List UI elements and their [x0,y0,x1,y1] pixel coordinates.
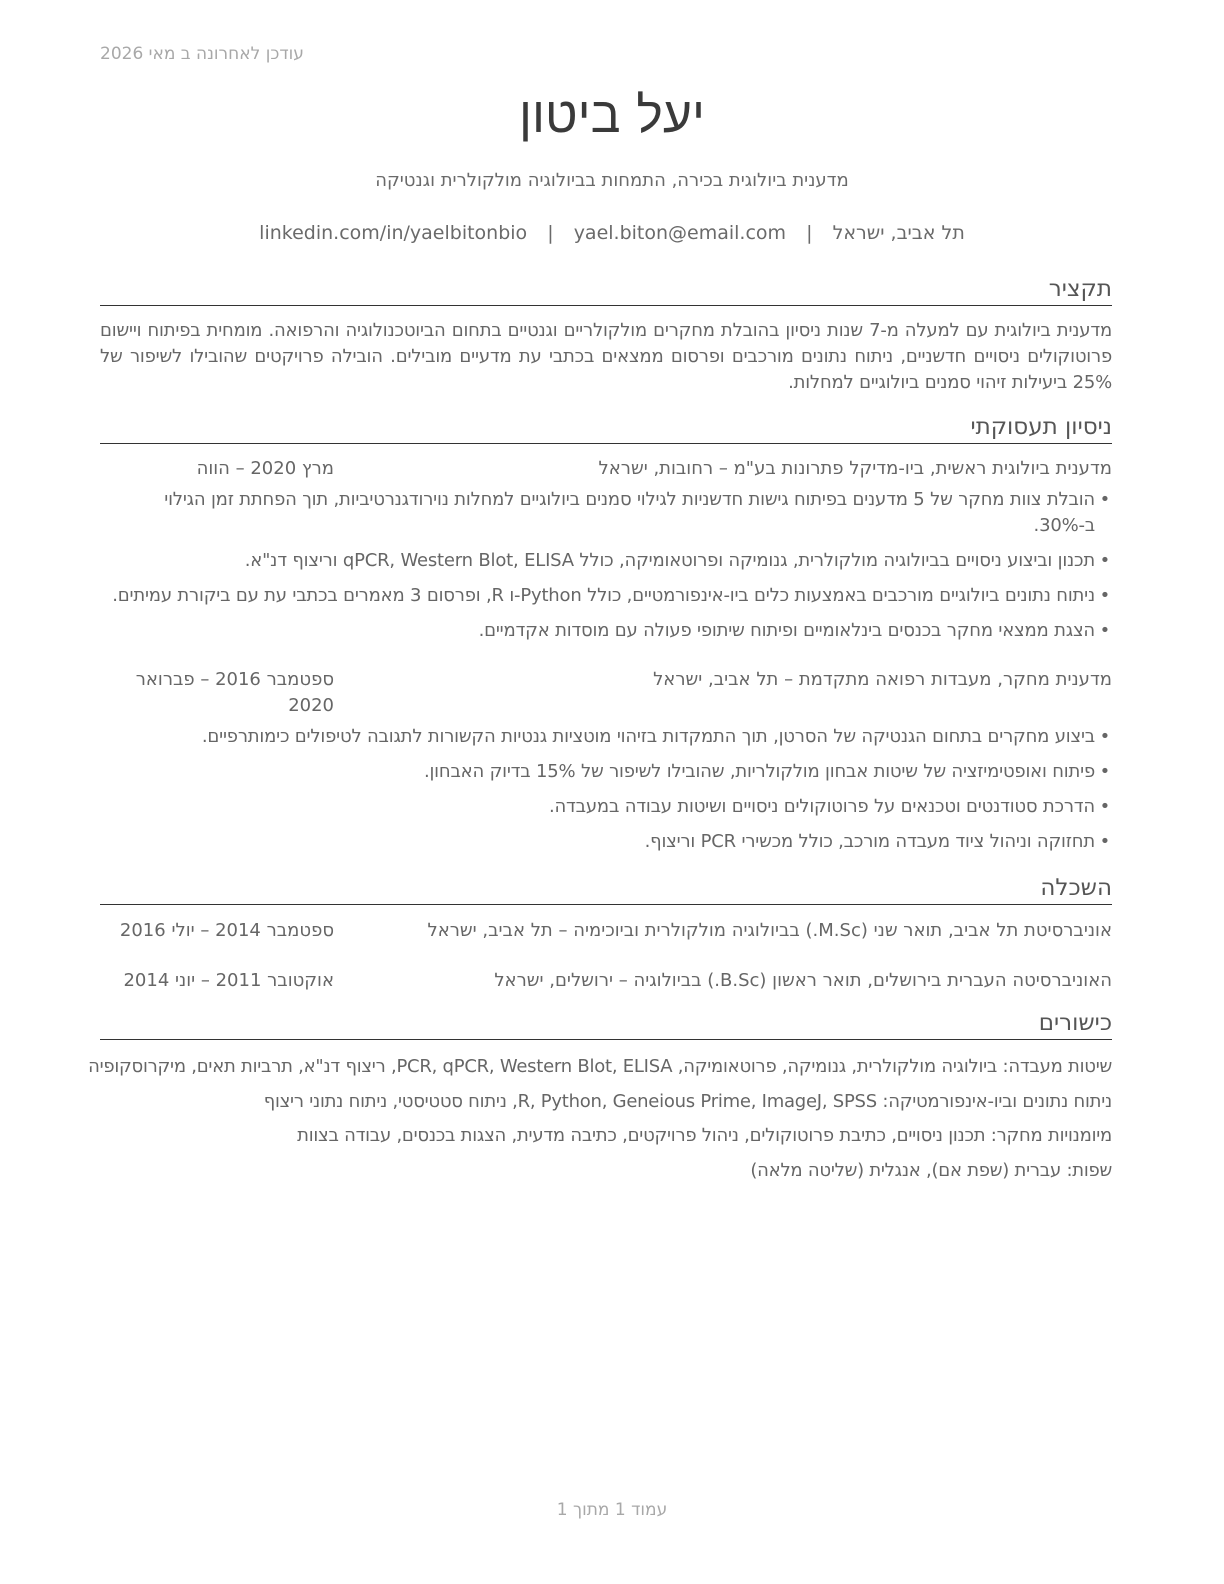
section-title-skills: כישורים [100,1008,1112,1040]
list-item [100,829,1112,855]
list-item [100,583,1112,609]
contact-location: תל אביב, ישראל [832,222,965,244]
bullet-icon: • [1099,489,1110,510]
contact-separator: | [806,222,813,244]
skill-line-languages: שפות: עברית (שפת אם), אנגלית (שליטה מלאה) [750,1159,1112,1181]
bullet-text: הובלת צוות מחקר של 5 מדענים בפיתוח גישות חדשניות לגילוי סמנים ביולוגיים למחלות נוירודגנרטיביות, תוך הפחתת זמן הגילוי ב-30%. [164,489,1095,536]
bullet-text: תכנון וביצוע ניסויים בביולוגיה מולקולרית, גנומיקה ופרוטאומיקה, כולל qPCR, Western Blot, ELISA וריצוף דנ"א. [244,550,1095,571]
bullet-text: תחזוקה וניהול ציוד מעבדה מורכב, כולל מכשירי PCR וריצוף. [644,831,1095,852]
education-institution: האוניברסיטה העברית בירושלים, תואר ראשון (B.Sc.) בביולוגיה – ירושלים, ישראל [494,970,1112,991]
contact-email[interactable]: yael.biton@email.com [573,222,787,244]
job-bullets [100,487,1112,653]
bullet-icon: • [1099,726,1110,747]
job-role: מדענית מחקר, מעבדות רפואה מתקדמת – תל אביב, ישראל [653,669,1112,690]
bullet-text: ביצוע מחקרים בתחום הגנטיקה של הסרטן, תוך התמקדות בזיהוי מוטציות גנטיות הקשורות לתגובה לטיפולים כימותרפיים. [201,726,1095,747]
section-title-education: השכלה [100,873,1112,905]
job-dates: מרץ 2020 – הווה [196,458,334,479]
professional-title: מדענית ביולוגית בכירה, התמחות בביולוגיה מולקולרית וגנטיקה [375,170,849,191]
bullet-text: הצגת ממצאי מחקר בכנסים בינלאומיים ופיתוח שיתופי פעולה עם מוסדות אקדמיים. [478,620,1095,641]
skill-line-lab-methods: שיטות מעבדה: ביולוגיה מולקולרית, גנומיקה, פרוטאומיקה, PCR, qPCR, Western Blot, ELISA, ריצוף דנ"א, תרביות תאים, מיקרוסקופיה [88,1056,1112,1077]
education-dates: ספטמבר 2014 – יולי 2016 [119,920,334,941]
summary-text: מדענית ביולוגית עם למעלה מ-7 שנות ניסיון בהובלת מחקרים מולקולריים וגנטיים בתחום הביוטכנולוגיה והרפואה. מומחית בפיתוח ויישום פרוטוקולים ניסויים חדשניים, ניתוח נתונים מורכבים ופרסום ממצאים בכתבי עת מדעיים מובילים. הובילה פרויקטים שהובילו לשיפור של 25% ביעילות זיהוי סמנים ביולוגיים למחלות. [100,320,1112,393]
education-dates: אוקטובר 2011 – יוני 2014 [123,970,334,991]
job-dates: ספטמבר 2016 – פברואר 2020 [135,669,334,716]
bullet-icon: • [1099,620,1110,641]
section-title-experience: ניסיון תעסוקתי [100,412,1112,444]
bullet-icon: • [1099,761,1110,782]
bullet-icon: • [1099,796,1110,817]
bullet-icon: • [1099,550,1110,571]
section-title-summary: תקציר [100,274,1112,306]
list-item [100,548,1112,574]
education-institution: אוניברסיטת תל אביב, תואר שני (M.Sc.) בביולוגיה מולקולרית וביוכימיה – תל אביב, ישראל [427,920,1112,941]
list-item [100,724,1112,750]
bullet-text: פיתוח ואופטימיזציה של שיטות אבחון מולקולריות, שהובילו לשיפור של 15% בדיוק האבחון. [423,761,1095,782]
contact-linkedin[interactable]: linkedin.com/in/yaelbitonbio [259,222,528,244]
contact-line [0,222,1224,244]
list-item [100,618,1112,644]
list-item [100,794,1112,820]
candidate-name: יעל ביטון [519,86,705,144]
list-item [100,487,1112,539]
bullet-text: הדרכת סטודנטים וטכנאים על פרוטוקולים ניסויים ושיטות עבודה במעבדה. [548,796,1095,817]
job-bullets [100,724,1112,864]
skills-list [88,1054,1112,1192]
bullet-icon: • [1099,585,1110,606]
bullet-icon: • [1099,831,1110,852]
skill-line-data-analysis: ניתוח נתונים וביו-אינפורמטיקה: R, Python, Geneious Prime, ImageJ, SPSS, ניתוח סטטיסטי, ניתוח נתוני ריצוף [263,1090,1112,1112]
last-updated-note: עודכן לאחרונה ב מאי 2026 [100,44,304,64]
contact-separator: | [547,222,554,244]
job-role: מדענית ביולוגית ראשית, ביו-מדיקל פתרונות בע"מ – רחובות, ישראל [598,458,1112,479]
skill-line-research: מיומנויות מחקר: תכנון ניסויים, כתיבת פרוטוקולים, ניהול פרויקטים, כתיבה מדעית, הצגות בכנסים, עבודה בצוות [297,1125,1112,1147]
bullet-text: ניתוח נתונים ביולוגיים מורכבים באמצעות כלים ביו-אינפורמטיים, כולל Python-ו R, ופרסום 3 מאמרים בכתבי עת עם ביקורת עמיתים. [112,585,1095,606]
list-item [100,759,1112,785]
page-number: עמוד 1 מתוך 1 [556,1500,668,1520]
